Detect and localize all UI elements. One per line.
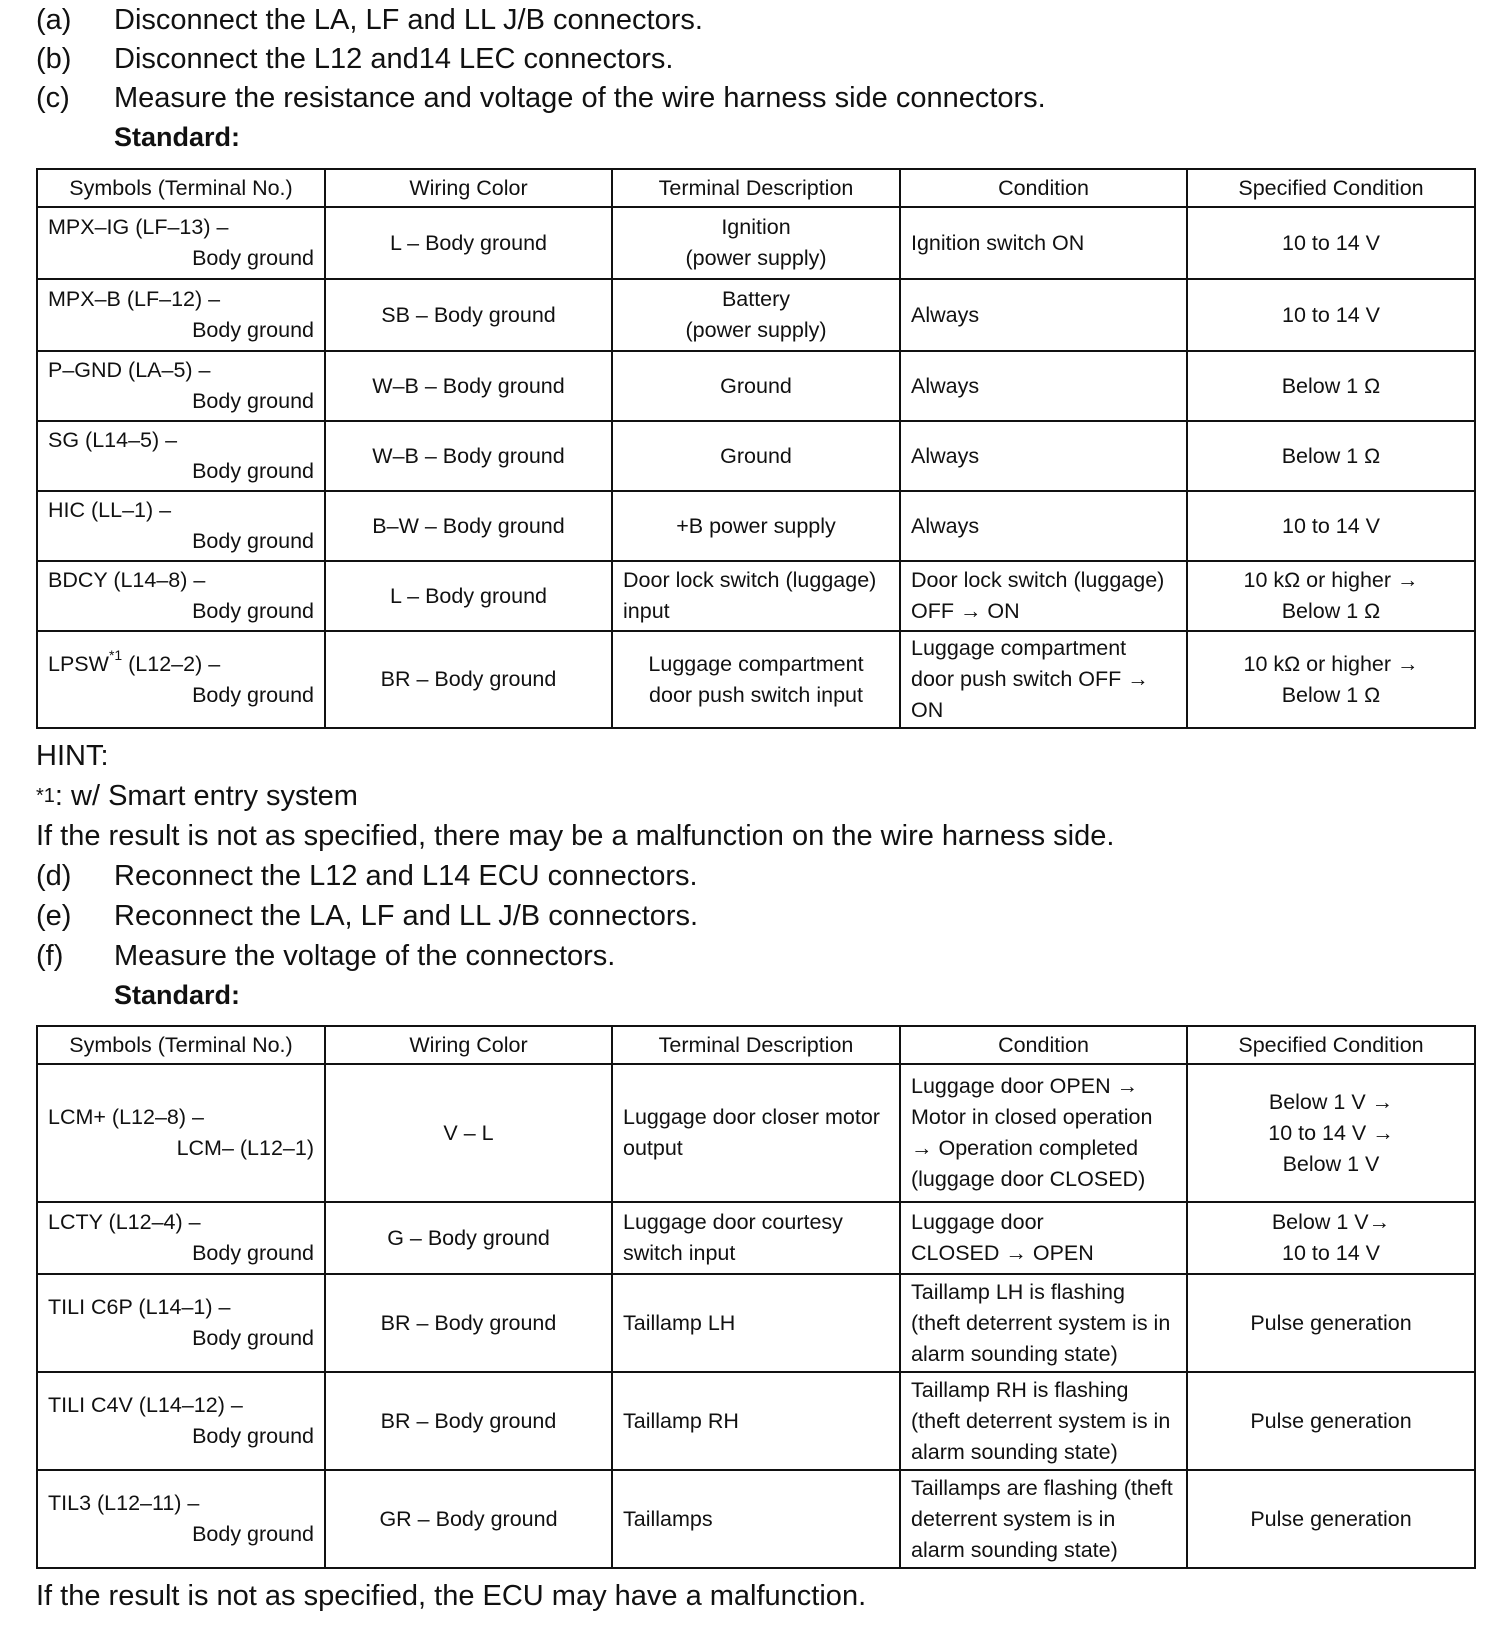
symbol-cell: TIL3 (L12–11) – Body ground [37, 1470, 325, 1568]
condition-cell: Always [900, 279, 1187, 351]
table-row [37, 631, 1475, 728]
step-a: (a) Disconnect the LA, LF and LL J/B connectors. [36, 4, 703, 36]
header-condition: Condition [900, 1026, 1187, 1064]
table-row [37, 561, 1475, 631]
symbol-cell: BDCY (L14–8) – Body ground [37, 561, 325, 631]
table-row [37, 1372, 1475, 1470]
condition-cell: Taillamp RH is flashing (theft deterrent system is in alarm sounding state) [900, 1372, 1187, 1470]
table-header-row [37, 1026, 1475, 1064]
footnote-marker: *1 [108, 647, 123, 664]
specified-condition-cell: Below 1 V→ 10 to 14 V [1187, 1202, 1475, 1274]
description-cell: Luggage compartment door push switch input [612, 631, 900, 728]
table-row [37, 1470, 1475, 1568]
description-cell: Ground [612, 421, 900, 491]
specified-condition-cell: 10 kΩ or higher → Below 1 Ω [1187, 631, 1475, 728]
description-cell: Ignition (power supply) [612, 207, 900, 279]
condition-cell: Luggage door CLOSED → OPEN [900, 1202, 1187, 1274]
table-row [37, 207, 1475, 279]
symbol-cell: P–GND (LA–5) – Body ground [37, 351, 325, 421]
symbol-cell: TILI C4V (L14–12) – Body ground [37, 1372, 325, 1470]
table-row [37, 1202, 1475, 1274]
step-f: (f) Measure the voltage of the connectors. [36, 940, 616, 972]
description-cell: Taillamps [612, 1470, 900, 1568]
header-wiring-color: Wiring Color [325, 169, 612, 207]
standard-label-2: Standard: [114, 980, 241, 1010]
wiring-color-cell: BR – Body ground [325, 1372, 612, 1470]
wiring-color-cell: L – Body ground [325, 561, 612, 631]
header-symbols: Symbols (Terminal No.) [37, 169, 325, 207]
wiring-color-cell: B–W – Body ground [325, 491, 612, 561]
description-cell: +B power supply [612, 491, 900, 561]
specified-condition-cell: Pulse generation [1187, 1372, 1475, 1470]
header-terminal-description: Terminal Description [612, 169, 900, 207]
table-row [37, 1274, 1475, 1372]
wiring-color-cell: W–B – Body ground [325, 421, 612, 491]
wiring-color-cell: SB – Body ground [325, 279, 612, 351]
footnote-mark: *1 [36, 785, 55, 807]
symbol-cell: LCTY (L12–4) – Body ground [37, 1202, 325, 1274]
description-cell: Luggage door courtesy switch input [612, 1202, 900, 1274]
table-row [37, 1064, 1475, 1202]
specified-condition-cell: Below 1 V → 10 to 14 V → Below 1 V [1187, 1064, 1475, 1202]
header-specified-condition: Specified Condition [1187, 1026, 1475, 1064]
standard-table-2 [36, 1025, 1476, 1569]
condition-cell: Luggage compartment door push switch OFF → ON [900, 631, 1187, 728]
specified-condition-cell: 10 kΩ or higher → Below 1 Ω [1187, 561, 1475, 631]
description-cell: Ground [612, 351, 900, 421]
hint-result-text: If the result is not as specified, there may be a malfunction on the wire harness side. [36, 820, 1115, 852]
description-cell: Taillamp RH [612, 1372, 900, 1470]
specified-condition-cell: 10 to 14 V [1187, 207, 1475, 279]
condition-cell: Ignition switch ON [900, 207, 1187, 279]
specified-condition-cell: Pulse generation [1187, 1274, 1475, 1372]
final-note: If the result is not as specified, the ECU may have a malfunction. [36, 1580, 867, 1612]
condition-cell: Always [900, 491, 1187, 561]
wiring-color-cell: V – L [325, 1064, 612, 1202]
step-e: (e) Reconnect the LA, LF and LL J/B connectors. [36, 900, 699, 932]
specified-condition-cell: 10 to 14 V [1187, 279, 1475, 351]
description-cell: Door lock switch (luggage) input [612, 561, 900, 631]
condition-cell: Luggage door OPEN → Motor in closed operation → Operation completed (luggage door CLOSED) [900, 1064, 1187, 1202]
step-b: (b) Disconnect the L12 and14 LEC connectors. [36, 43, 674, 75]
wiring-color-cell: BR – Body ground [325, 631, 612, 728]
description-cell: Luggage door closer motor output [612, 1064, 900, 1202]
header-symbols: Symbols (Terminal No.) [37, 1026, 325, 1064]
symbol-cell: SG (L14–5) – Body ground [37, 421, 325, 491]
condition-cell: Door lock switch (luggage) OFF → ON [900, 561, 1187, 631]
wiring-color-cell: BR – Body ground [325, 1274, 612, 1372]
specified-condition-cell: Below 1 Ω [1187, 351, 1475, 421]
step-c: (c) Measure the resistance and voltage of the wire harness side connectors. [36, 82, 1046, 114]
table-row [37, 279, 1475, 351]
specified-condition-cell: Below 1 Ω [1187, 421, 1475, 491]
symbol-cell: HIC (LL–1) – Body ground [37, 491, 325, 561]
header-terminal-description: Terminal Description [612, 1026, 900, 1064]
header-condition: Condition [900, 169, 1187, 207]
symbol-cell: LPSW$^{*1}$ (L12–2) – Body ground [37, 631, 325, 728]
header-wiring-color: Wiring Color [325, 1026, 612, 1064]
specified-condition-cell: 10 to 14 V [1187, 491, 1475, 561]
table-row [37, 421, 1475, 491]
condition-cell: Always [900, 421, 1187, 491]
symbol-cell: MPX–IG (LF–13) – Body ground [37, 207, 325, 279]
condition-cell: Taillamp LH is flashing (theft deterrent system is in alarm sounding state) [900, 1274, 1187, 1372]
table-header-row [37, 169, 1475, 207]
description-cell: Taillamp LH [612, 1274, 900, 1372]
wiring-color-cell: GR – Body ground [325, 1470, 612, 1568]
wiring-color-cell: L – Body ground [325, 207, 612, 279]
description-cell: Battery (power supply) [612, 279, 900, 351]
wiring-color-cell: W–B – Body ground [325, 351, 612, 421]
wiring-color-cell: G – Body ground [325, 1202, 612, 1274]
symbol-cell: MPX–B (LF–12) – Body ground [37, 279, 325, 351]
table-row [37, 351, 1475, 421]
hint-label: HINT: [36, 740, 109, 772]
standard-label-1: Standard: [114, 122, 241, 152]
condition-cell: Taillamps are flashing (theft deterrent system is in alarm sounding state) [900, 1470, 1187, 1568]
table-row [37, 491, 1475, 561]
condition-cell: Always [900, 351, 1187, 421]
step-d: (d) Reconnect the L12 and L14 ECU connectors. [36, 860, 698, 892]
specified-condition-cell: Pulse generation [1187, 1470, 1475, 1568]
standard-table-1 [36, 168, 1476, 729]
header-specified-condition: Specified Condition [1187, 169, 1475, 207]
symbol-cell: LCM+ (L12–8) – LCM– (L12–1) [37, 1064, 325, 1202]
footnote: $^{*1}$: w/ Smart entry system [36, 780, 358, 812]
symbol-cell: TILI C6P (L14–1) – Body ground [37, 1274, 325, 1372]
